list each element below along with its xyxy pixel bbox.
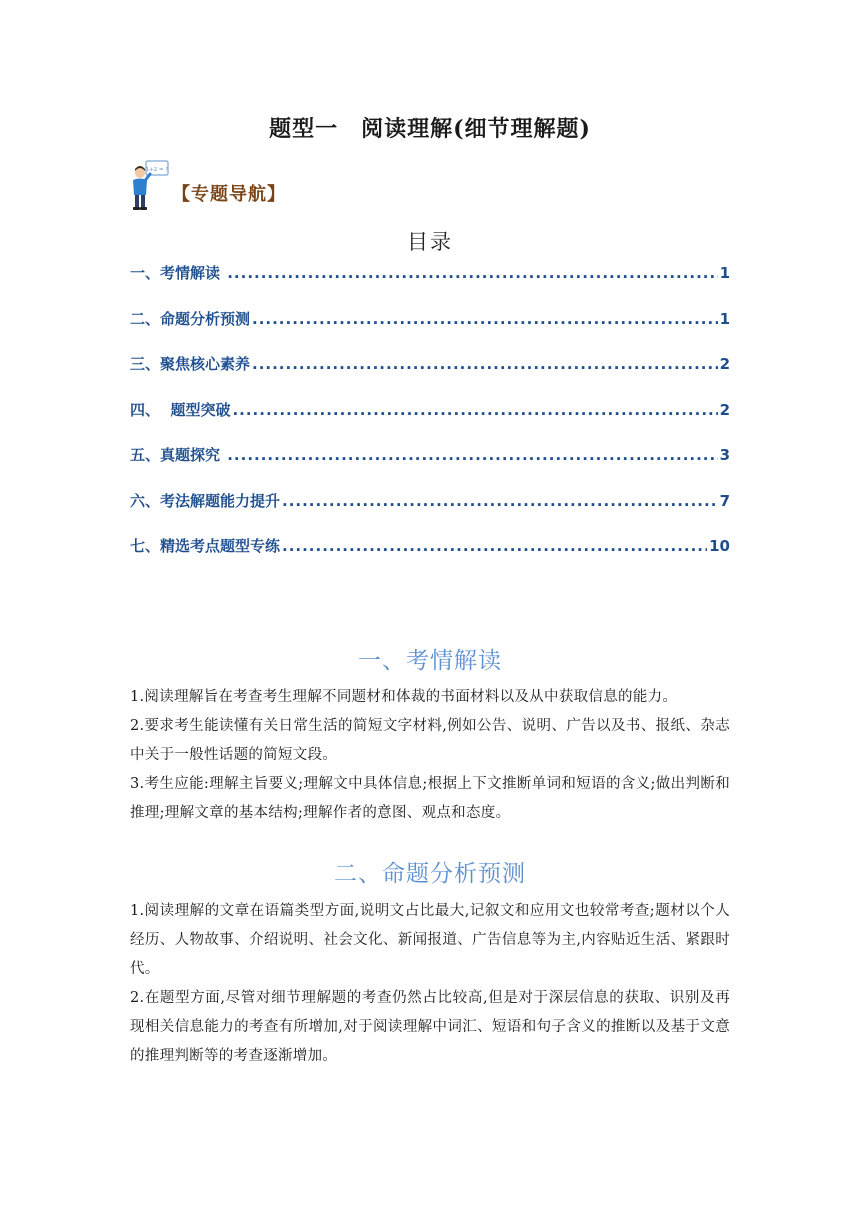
paragraph: 3.考生应能:理解主旨要义;理解文中具体信息;根据上下文推断单词和短语的含义;做出判断和推理;理解文章的基本结构;理解作者的意图、观点和态度。 [130, 776, 730, 821]
toc-entry-1[interactable] [130, 262, 730, 308]
toc-entry-2[interactable] [130, 308, 730, 354]
whiteboard-text: 1+2 = ? [145, 167, 169, 173]
topic-navigation-label: 【专题导航】 [172, 184, 286, 205]
toc-entry-page: 7 [719, 491, 730, 510]
toc-entry-page: 2 [719, 400, 730, 419]
teacher-whiteboard-icon [128, 160, 170, 212]
toc-leader-dots [252, 310, 718, 328]
toc-leader-dots [282, 537, 707, 555]
section-body-proposition-analysis [130, 897, 730, 1071]
toc-entry-title: 四、 题型突破 [130, 400, 231, 419]
toc-entry-page: 10 [709, 537, 730, 555]
section-heading-exam-analysis: 一、考情解读 [358, 648, 502, 674]
toc-entry-6[interactable] [130, 490, 730, 536]
toc-entry-title: 六、考法解题能力提升 [130, 491, 281, 510]
toc-entry-page: 1 [719, 264, 730, 282]
toc-entry-5[interactable] [130, 444, 730, 490]
paragraph: 2.在题型方面,尽管对细节理解题的考查仍然占比较高,但是对于深层信息的获取、识别及再现相关信息能力的考查有所增加,对于阅读理解中词汇、短语和句子含义的推断以及基于文意的推理判断等的考查逐渐增加。 [130, 990, 730, 1064]
toc-entry-title: 三、聚焦核心素养 [130, 355, 251, 373]
toc-entry-4[interactable] [130, 399, 730, 445]
paragraph: 2.要求考生能读懂有关日常生活的简短文字材料,例如公告、说明、广告以及书、报纸、杂志中关于一般性话题的简短文段。 [130, 718, 730, 763]
toc-entry-page: 3 [719, 446, 730, 464]
toc-entry-title: 七、精选考点题型专练 [130, 537, 281, 555]
toc-leader-dots [227, 446, 717, 464]
toc-entry-3[interactable] [130, 353, 730, 399]
topic-navigation-banner [128, 158, 286, 212]
toc-entry-title: 五、真题探究 [130, 446, 226, 464]
toc-entry-title: 二、命题分析预测 [130, 309, 251, 328]
toc-leader-dots [232, 401, 717, 419]
paragraph: 1.阅读理解旨在考查考生理解不同题材和体裁的书面材料以及从中获取信息的能力。 [130, 689, 678, 705]
table-of-contents [130, 262, 730, 581]
toc-leader-dots [252, 355, 718, 373]
section-body-exam-analysis [130, 683, 730, 828]
toc-entry-7[interactable] [130, 535, 730, 581]
toc-heading: 目录 [407, 230, 453, 254]
toc-leader-dots [227, 264, 717, 282]
section-heading-proposition-analysis: 二、命题分析预测 [334, 861, 526, 887]
toc-entry-title: 一、考情解读 [130, 264, 226, 282]
page-title: 题型一 阅读理解(细节理解题) [269, 116, 591, 142]
toc-leader-dots [282, 492, 718, 510]
paragraph: 1.阅读理解的文章在语篇类型方面,说明文占比最大,记叙文和应用文也较常考查;题材以个人经历、人物故事、介绍说明、社会文化、新闻报道、广告信息等为主,内容贴近生活、紧跟时代。 [130, 903, 730, 977]
toc-entry-page: 2 [719, 355, 730, 373]
toc-entry-page: 1 [719, 309, 730, 328]
